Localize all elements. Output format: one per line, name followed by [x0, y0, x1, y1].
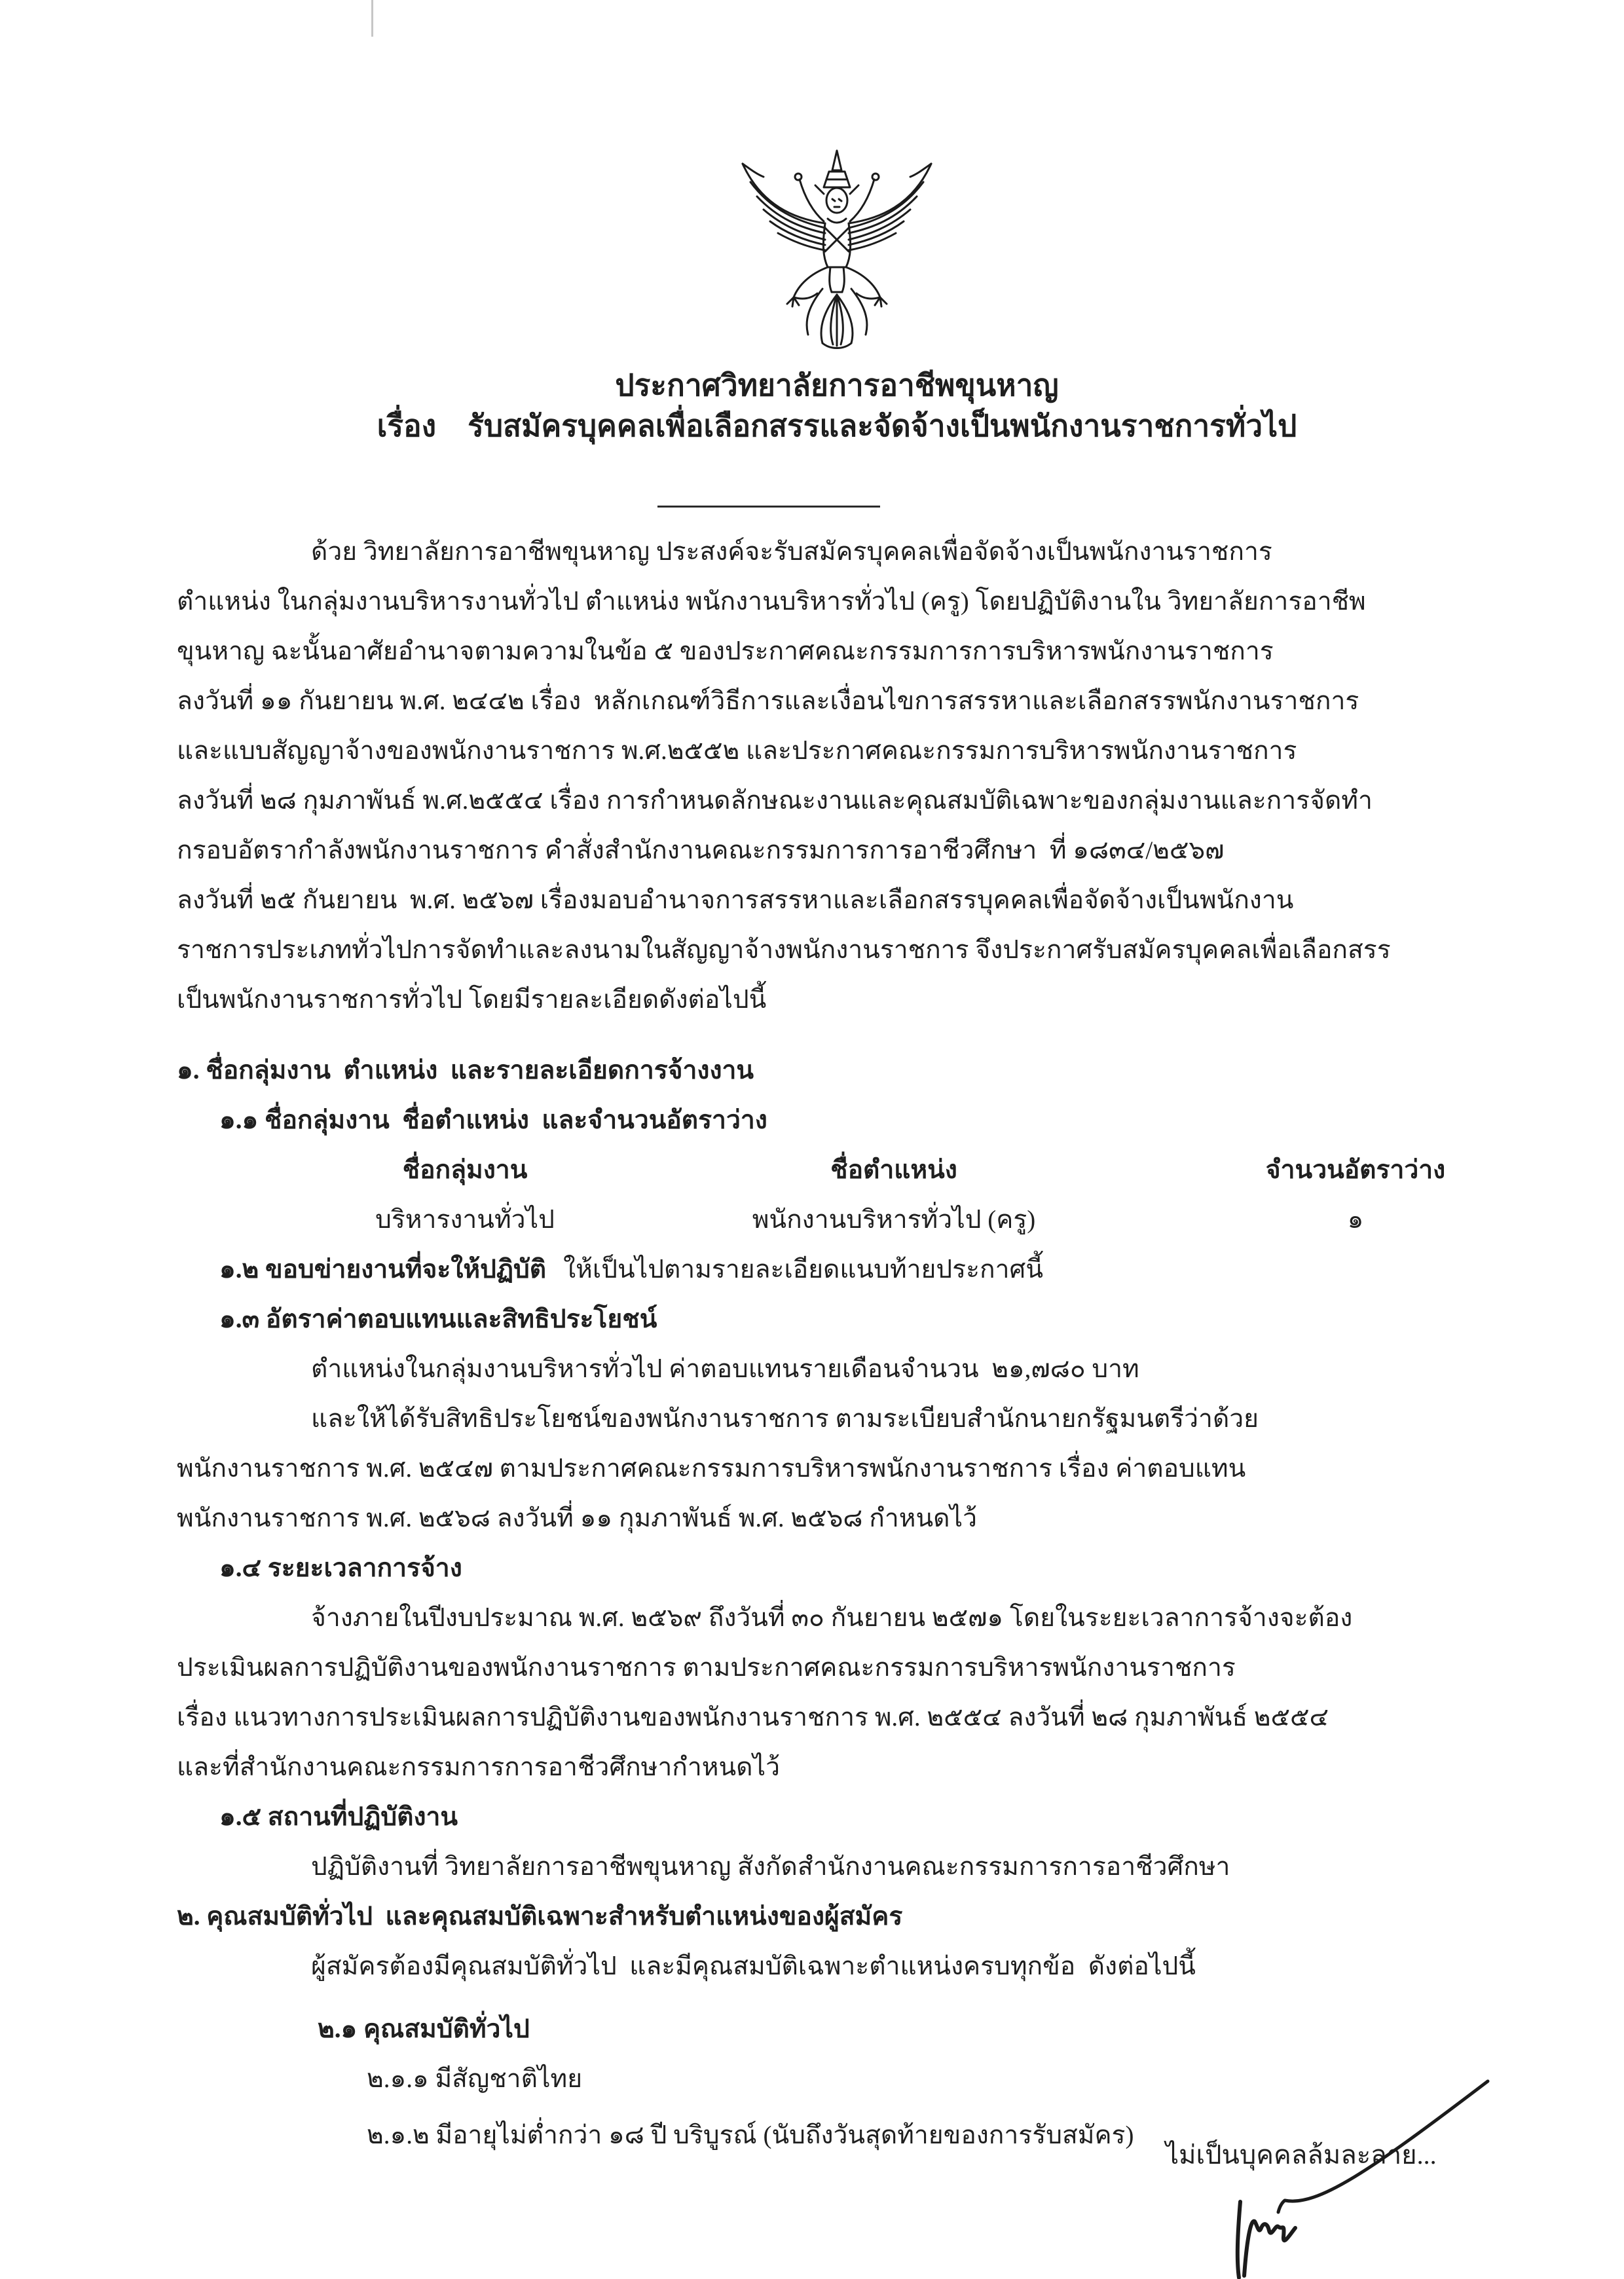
section1-3-line: พนักงานราชการ พ.ศ. ๒๕๔๗ ตามประกาศคณะกรรมการบริหารพนักงานราชการ เรื่อง ค่าตอบแทน: [177, 1454, 1246, 1483]
section1-2-label: ๑.๒ ขอบข่ายงานที่จะให้ปฏิบัติ: [219, 1255, 547, 1284]
section1-3-heading: ๑.๓ อัตราค่าตอบแทนและสิทธิประโยชน์: [219, 1305, 657, 1333]
intro-line: และแบบสัญญาจ้างของพนักงานราชการ พ.ศ.๒๕๕๒ และประกาศคณะกรรมการบริหารพนักงานราชการ: [177, 737, 1297, 765]
section2-1-heading: ๒.๑ คุณสมบัติทั่วไป: [318, 2015, 530, 2043]
section1-heading: ๑. ชื่อกลุ่มงาน ตำแหน่ง และรายละเอียดการจ้างงาน: [177, 1056, 754, 1084]
intro-line: ลงวันที่ ๒๘ กุมภาพันธ์ พ.ศ.๒๕๕๔ เรื่อง การกำหนดลักษณะงานและคุณสมบัติเฉพาะของกลุ่มงานและการจัดทำ: [177, 787, 1373, 815]
table-header-position: ชื่อตำแหน่ง: [830, 1156, 957, 1184]
garuda-emblem-icon: [726, 148, 948, 351]
section1-5-text: ปฏิบัติงานที่ วิทยาลัยการอาชีพขุนหาญ สังกัดสำนักงานคณะกรรมการการอาชีวศึกษา: [311, 1853, 1230, 1881]
scan-artifact-line: [371, 0, 373, 37]
intro-line: ตำแหน่ง ในกลุ่มงานบริหารงานทั่วไป ตำแหน่ง พนักงานบริหารทั่วไป (ครู) โดยปฏิบัติงานใน วิทยาลัยการอาชีพ: [177, 587, 1366, 616]
section2-intro: ผู้สมัครต้องมีคุณสมบัติทั่วไป และมีคุณสมบัติเฉพาะตำแหน่งครบทุกข้อ ดังต่อไปนี้: [311, 1952, 1196, 1980]
table-cell-group: บริหารงานทั่วไป: [375, 1206, 555, 1234]
positions-table: [295, 1145, 1460, 1245]
section1-3-line: และให้ได้รับสิทธิประโยชน์ของพนักงานราชการ ตามระเบียบสำนักนายกรัฐมนตรีว่าด้วย: [311, 1405, 1259, 1433]
table-header-vacancies: จำนวนอัตราว่าง: [1265, 1156, 1446, 1184]
intro-line: เป็นพนักงานราชการทั่วไป โดยมีรายละเอียดดังต่อไปนี้: [177, 986, 767, 1014]
intro-paragraph: [177, 527, 1460, 1025]
intro-line: ราชการประเภททั่วไปการจัดทำและลงนามในสัญญาจ้างพนักงานราชการ จึงประกาศรับสมัครบุคคลเพื่อเลือกสรร: [177, 936, 1391, 964]
section1-2-line: [177, 1245, 1460, 1295]
section1-4-heading: ๑.๔ ระยะเวลาการจ้าง: [219, 1554, 462, 1582]
section2-heading: ๒. คุณสมบัติทั่วไป และคุณสมบัติเฉพาะสำหรับตำแหน่งของผู้สมัคร: [177, 1902, 903, 1931]
section-divider: [657, 506, 880, 508]
section1-4-line: เรื่อง แนวทางการประเมินผลการปฏิบัติงานของพนักงานราชการ พ.ศ. ๒๕๕๔ ลงวันที่ ๒๘ กุมภาพันธ์ ๒๕๕๔: [177, 1703, 1329, 1732]
section1-3-line: ตำแหน่งในกลุ่มงานบริหารทั่วไป ค่าตอบแทนรายเดือนจำนวน ๒๑,๗๘๐ บาท: [311, 1355, 1139, 1383]
section1-5-heading: ๑.๕ สถานที่ปฏิบัติงาน: [219, 1803, 458, 1831]
section1-4-line: จ้างภายในปีงบประมาณ พ.ศ. ๒๕๖๙ ถึงวันที่ ๓๐ กันยายน ๒๕๗๑ โดยในระยะเวลาการจ้างจะต้อง: [311, 1604, 1353, 1632]
section1-4-line: และที่สำนักงานคณะกรรมการการอาชีวศึกษากำหนดไว้: [177, 1753, 781, 1781]
section1-3-line: พนักงานราชการ พ.ศ. ๒๕๖๘ ลงวันที่ ๑๑ กุมภาพันธ์ พ.ศ. ๒๕๖๘ กำหนดไว้: [177, 1504, 977, 1532]
intro-line: กรอบอัตรากำลังพนักงานราชการ คำสั่งสำนักงานคณะกรรมการการอาชีวศึกษา ที่ ๑๘๓๔/๒๕๖๗: [177, 836, 1225, 864]
subject-line: [25, 406, 1624, 447]
intro-line: ขุนหาญ ฉะนั้นอาศัยอำนาจตามความในข้อ ๕ ของประกาศคณะกรรมการการบริหารพนักงานราชการ: [177, 637, 1274, 665]
section1-2-text: ให้เป็นไปตามรายละเอียดแนบท้ายประกาศนี้: [563, 1255, 1043, 1284]
section2-1-item: ๒.๑.๒ มีอายุไม่ต่ำกว่า ๑๘ ปี บริบูรณ์ (นับถึงวันสุดท้ายของการรับสมัคร): [367, 2121, 1134, 2149]
section2-1-item: ๒.๑.๑ มีสัญชาติไทย: [367, 2065, 583, 2093]
section1-4-line: ประเมินผลการปฏิบัติงานของพนักงานราชการ ตามประกาศคณะกรรมการบริหารพนักงานราชการ: [177, 1654, 1236, 1682]
table-cell-position: พนักงานบริหารทั่วไป (ครู): [752, 1206, 1036, 1234]
table-header-group: ชื่อกลุ่มงาน: [402, 1156, 528, 1184]
intro-line: ด้วย วิทยาลัยการอาชีพขุนหาญ ประสงค์จะรับสมัครบุคคลเพื่อจัดจ้างเป็นพนักงานราชการ: [311, 538, 1272, 566]
document-header: [25, 148, 1624, 447]
signature-icon: [1205, 2050, 1506, 2279]
section1-1-heading: ๑.๑ ชื่อกลุ่มงาน ชื่อตำแหน่ง และจำนวนอัตราว่าง: [219, 1106, 767, 1134]
subject-text: รับสมัครบุคคลเพื่อเลือกสรรและจัดจ้างเป็นพนักงานราชการทั่วไป: [468, 409, 1297, 443]
table-cell-vacancies: ๑: [1347, 1206, 1364, 1234]
subject-label: เรื่อง: [377, 409, 437, 443]
intro-line: ลงวันที่ ๑๑ กันยายน พ.ศ. ๒๔๔๒ เรื่อง หลักเกณฑ์วิธีการและเงื่อนไขการสรรหาและเลือกสรรพนักงานราชการ: [177, 687, 1359, 715]
intro-line: ลงวันที่ ๒๕ กันยายน พ.ศ. ๒๕๖๗ เรื่องมอบอำนาจการสรรหาและเลือกสรรบุคคลเพื่อจัดจ้างเป็นพนักงาน: [177, 886, 1294, 914]
page-title: ประกาศวิทยาลัยการอาชีพขุนหาญ: [615, 369, 1059, 402]
document-body: [0, 506, 1624, 2160]
catchword-continuation: ไม่เป็นบุคคลล้มละลาย...: [1166, 2140, 1437, 2170]
